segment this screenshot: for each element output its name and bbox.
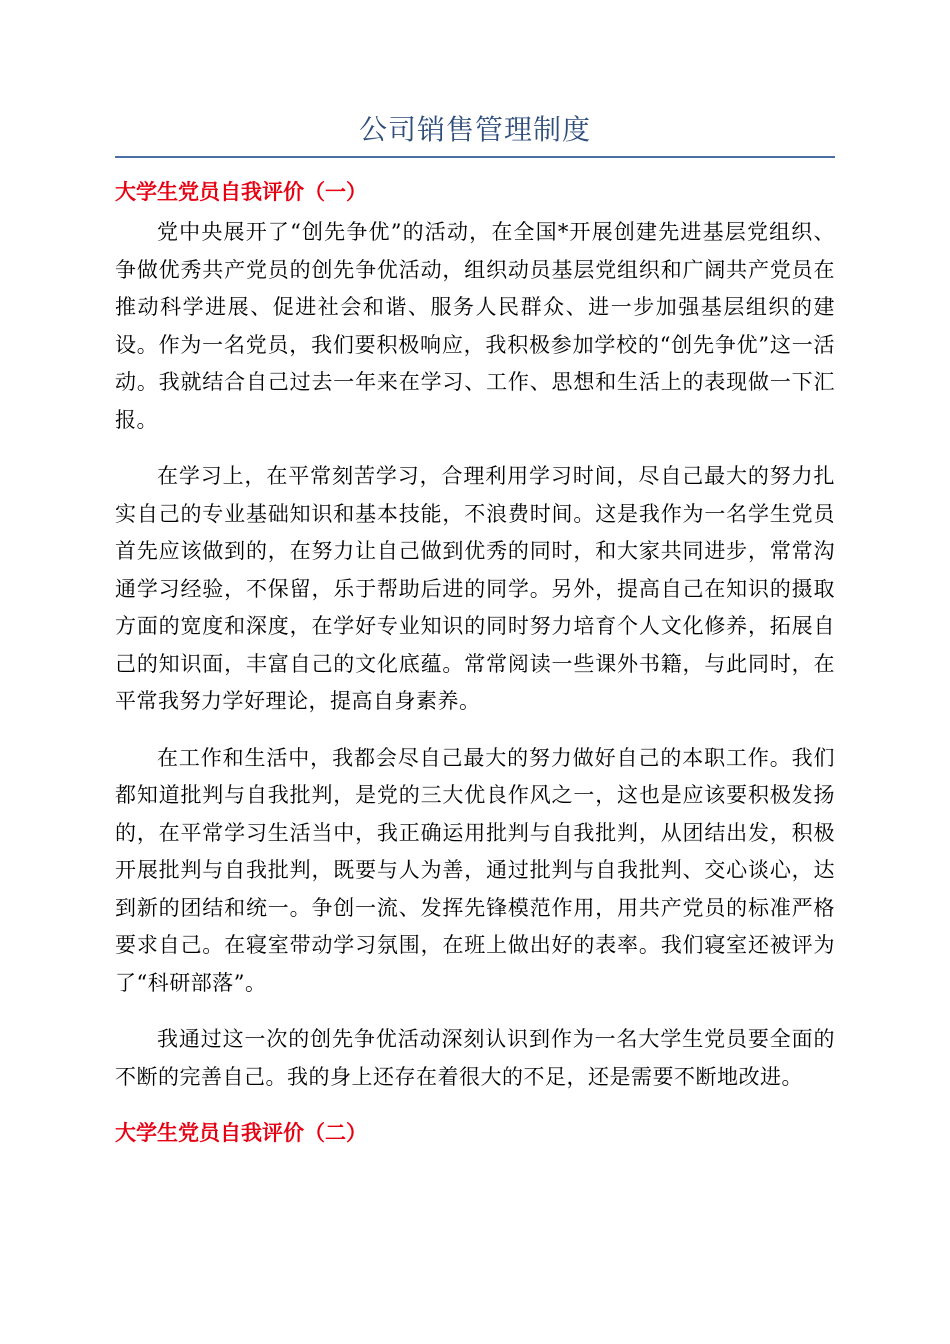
document-body bbox=[115, 174, 835, 1151]
section-heading-1: 大学生党员自我评价（一） bbox=[115, 180, 367, 204]
paragraph-2: 在学习上，在平常刻苦学习，合理利用学习时间，尽自己最大的努力扎实自己的专业基础知识和基本技能，不浪费时间。这是我作为一名学生党员首先应该做到的，在努力让自己做到优秀的同时，和大家共同进步，常常沟通学习经验，不保留，乐于帮助后进的同学。另外，提高自己在知识的摄取方面的宽度和深度，在学好专业知识的同时努力培育个人文化修养，拓展自己的知识面，丰富自己的文化底蕴。常常阅读一些课外书籍，与此同时，在平常我努力学好理论，提高自身素养。 bbox=[115, 464, 835, 713]
page-header bbox=[115, 110, 835, 158]
paragraph-4: 我通过这一次的创先争优活动深刻认识到作为一名大学生党员要全面的不断的完善自己。我的身上还存在着很大的不足，还是需要不断地改进。 bbox=[115, 1027, 835, 1089]
paragraph-3: 在工作和生活中，我都会尽自己最大的努力做好自己的本职工作。我们都知道批判与自我批判，是党的三大优良作风之一，这也是应该要积极发扬的，在平常学习生活当中，我正确运用批判与自我批判，从团结出发，积极开展批判与自我批判，既要与人为善，通过批判与自我批判、交心谈心，达到新的团结和统一。争创一流、发挥先锋模范作用，用共产党员的标准严格要求自己。在寝室带动学习氛围，在班上做出好的表率。我们寝室还被评为了“科研部落”。 bbox=[115, 745, 835, 995]
paragraph-1: 党中央展开了“创先争优”的活动，在全国*开展创建先进基层党组织、争做优秀共产党员的创先争优活动，组织动员基层党组织和广阔共产党员在推动科学进展、促进社会和谐、服务人民群众、进一步加强基层组织的建设。作为一名党员，我们要积极响应，我积极参加学校的“创先争优”这一活动。我就结合自己过去一年来在学习、工作、思想和生活上的表现做一下汇报。 bbox=[115, 220, 835, 432]
section-heading-2: 大学生党员自我评价（二） bbox=[115, 1121, 367, 1145]
header-title: 公司销售管理制度 bbox=[358, 113, 591, 146]
